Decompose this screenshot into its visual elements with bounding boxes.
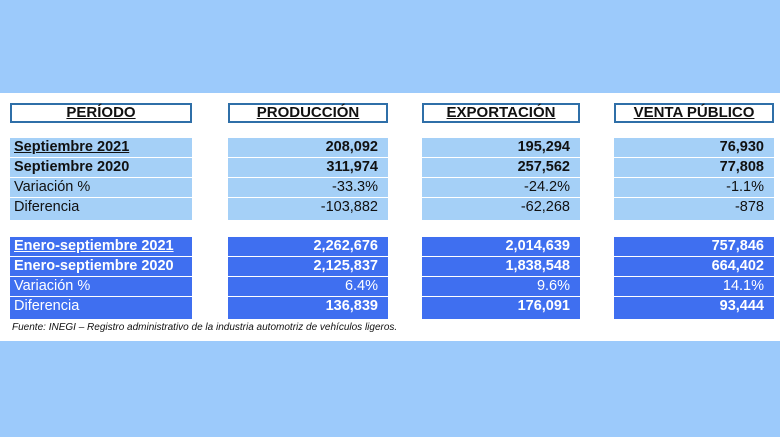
cell-value: 2,262,676	[228, 237, 388, 257]
cell-value: 757,846	[614, 237, 774, 257]
cumulative-exportacion	[422, 237, 580, 319]
monthly-exportacion	[422, 138, 580, 220]
cell-value: 2,014,639	[422, 237, 580, 257]
row-label: Variación %	[10, 178, 192, 198]
header-exportacion	[422, 103, 580, 123]
cell-value: 76,930	[614, 138, 774, 158]
row-label: Diferencia	[14, 199, 80, 215]
cell-value: 14.1%	[614, 277, 774, 297]
cell-value: -62,268	[520, 199, 570, 215]
cell-value: 2,125,837	[228, 257, 388, 277]
cell-value: -878	[734, 199, 764, 215]
cell-value: -103,882	[320, 199, 378, 215]
row-label: Variación %	[10, 277, 192, 297]
row-label: Enero-septiembre 2020	[10, 257, 192, 277]
cell-value: 9.6%	[422, 277, 580, 297]
statistics-table	[0, 93, 780, 341]
row-label: Septiembre 2020	[10, 158, 192, 178]
cell-value: -24.2%	[422, 178, 580, 198]
header-periodo	[10, 103, 192, 123]
source-note: Fuente: INEGI – Registro administrativo de la industria automotriz de vehículos ligeros.	[12, 322, 398, 333]
cell-value: 77,808	[614, 158, 774, 178]
cell-value: -33.3%	[228, 178, 388, 198]
header-venta-publico-label: VENTA PÚBLICO	[633, 104, 755, 121]
cumulative-produccion	[228, 237, 388, 319]
cell-value: 1,838,548	[422, 257, 580, 277]
cell-value: 664,402	[614, 257, 774, 277]
cumulative-venta-publico	[614, 237, 774, 319]
header-produccion-label: PRODUCCIÓN	[256, 104, 360, 121]
cell-value: 311,974	[228, 158, 388, 178]
monthly-labels	[10, 138, 192, 220]
row-label: Diferencia	[14, 298, 80, 314]
cell-value: 257,562	[422, 158, 580, 178]
header-exportacion-label: EXPORTACIÓN	[446, 104, 556, 121]
cell-value: 195,294	[422, 138, 580, 158]
cell-value: 93,444	[719, 298, 764, 314]
cell-value: 136,839	[325, 298, 378, 314]
row-label: Septiembre 2021	[10, 138, 192, 158]
monthly-venta-publico	[614, 138, 774, 220]
cell-value: -1.1%	[614, 178, 774, 198]
header-venta-publico	[614, 103, 774, 123]
monthly-produccion	[228, 138, 388, 220]
cell-value: 176,091	[517, 298, 570, 314]
cell-value: 208,092	[228, 138, 388, 158]
row-label: Enero-septiembre 2021	[10, 237, 192, 257]
header-produccion	[228, 103, 388, 123]
cumulative-labels	[10, 237, 192, 319]
header-periodo-label: PERÍODO	[66, 104, 136, 121]
cell-value: 6.4%	[228, 277, 388, 297]
